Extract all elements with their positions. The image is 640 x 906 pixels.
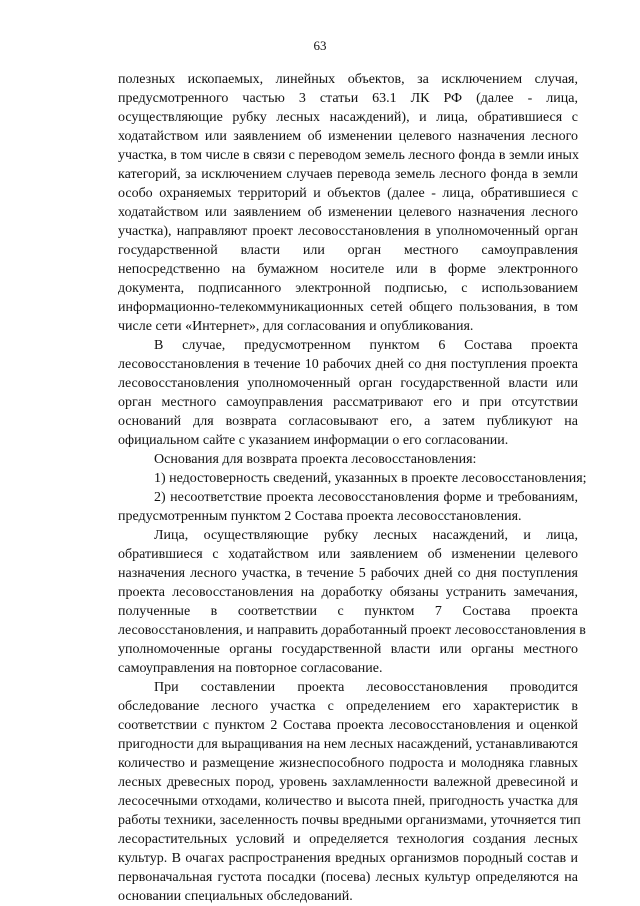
text-line: официальном сайте с указанием информации о его согласовании.: [118, 433, 509, 448]
text-line: лесорастительных условий и определяется технология создания лесных: [118, 832, 578, 847]
text-line: 2) несоответствие проекта лесовосстановления форме и требованиям,: [154, 490, 578, 505]
text-line: количество и размещение жизнеспособного подроста и молодняка главных: [118, 756, 578, 771]
text-line: первоначальная густота посадки (посева) лесных культур определяются на: [118, 870, 578, 885]
text-line: работы техники, заселенность почвы вредными организмами, уточняется тип: [118, 813, 581, 828]
text-line: лесовосстановления в течение 10 рабочих дней со дня поступления проекта: [118, 357, 578, 372]
text-line: Лица, осуществляющие рубку лесных насаждений, и лица,: [154, 528, 578, 543]
text-line: ходатайством или заявлением об изменении целевого назначения лесного: [118, 129, 578, 144]
text-line: основании специальных обследований.: [118, 889, 353, 904]
text-line: категорий, за исключением случаев перевода земель лесного фонда в земли: [118, 167, 578, 182]
text-line: предусмотренным пунктом 2 Состава проекта лесовосстановления.: [118, 509, 522, 524]
text-line: В случае, предусмотренном пунктом 6 Состава проекта: [154, 338, 578, 353]
text-line: лесовосстановления, и направить доработанный проект лесовосстановления в: [118, 623, 586, 638]
text-line: лесосечными отходами, количество и высота пней, пригодность участка для: [118, 794, 578, 809]
text-line: обратившиеся с ходатайством или заявлением об изменении целевого: [118, 547, 578, 562]
text-line: информационно-телекоммуникационных сетей общего пользования, в том: [118, 300, 578, 315]
text-line: особо охраняемых территорий и объектов (далее - лица, обратившиеся с: [118, 186, 578, 201]
page-number: 63: [313, 38, 327, 53]
text-line: Основания для возврата проекта лесовосстановления:: [154, 452, 477, 467]
text-line: 1) недостоверность сведений, указанных в проекте лесовосстановления;: [154, 471, 587, 486]
text-line: самоуправления на повторное согласование.: [118, 661, 383, 676]
text-line: лесовосстановления уполномоченный орган государственной власти или: [118, 376, 578, 391]
text-line: При составлении проекта лесовосстановления проводится: [154, 680, 578, 695]
text-line: орган местного самоуправления рассматривают его и при отсутствии: [118, 395, 578, 410]
text-line: предусмотренного частью 3 статьи 63.1 ЛК РФ (далее - лица,: [118, 91, 578, 106]
text-line: лесных древесных пород, уровень захламленности валежной древесиной и: [118, 775, 578, 790]
text-line: государственной власти или орган местного самоуправления: [118, 243, 578, 258]
text-line: непосредственно на бумажном носителе или в форме электронного: [118, 262, 578, 277]
text-line: участка, в том числе в связи с переводом земель лесного фонда в земли иных: [118, 148, 579, 163]
text-line: участка), направляют проект лесовосстановления в уполномоченный орган: [118, 224, 578, 239]
text-line: числе сети «Интернет», для согласования и опубликования.: [118, 319, 474, 334]
text-line: проекта лесовосстановления на доработку обязаны устранить замечания,: [118, 585, 578, 600]
text-line: пригодности для выращивания на нем лесных насаждений, устанавливаются: [118, 737, 578, 752]
text-line: уполномоченные органы государственной власти или органы местного: [118, 642, 578, 657]
text-line: оснований для возврата согласовывают его, а затем публикуют на: [118, 414, 578, 429]
document-body: [118, 70, 587, 906]
text-line: культур. В очагах распространения вредных организмов породный состав и: [118, 851, 578, 866]
text-line: назначения лесного участка, в течение 5 рабочих дней со дня поступления: [118, 566, 578, 581]
text-line: соответствии с пунктом 2 Состава проекта лесовосстановления и оценкой: [118, 718, 578, 733]
text-line: обследование лесного участка с определением его характеристик в: [118, 699, 578, 714]
text-line: ходатайством или заявлением об изменении целевого назначения лесного: [118, 205, 578, 220]
text-line: полезных ископаемых, линейных объектов, за исключением случая,: [118, 72, 578, 87]
text-line: полученные в соответствии с пунктом 7 Состава проекта: [118, 604, 578, 619]
text-line: документа, подписанного электронной подписью, с использованием: [118, 281, 578, 296]
text-line: осуществляющие рубку лесных насаждений), и лица, обратившиеся с: [118, 110, 578, 125]
